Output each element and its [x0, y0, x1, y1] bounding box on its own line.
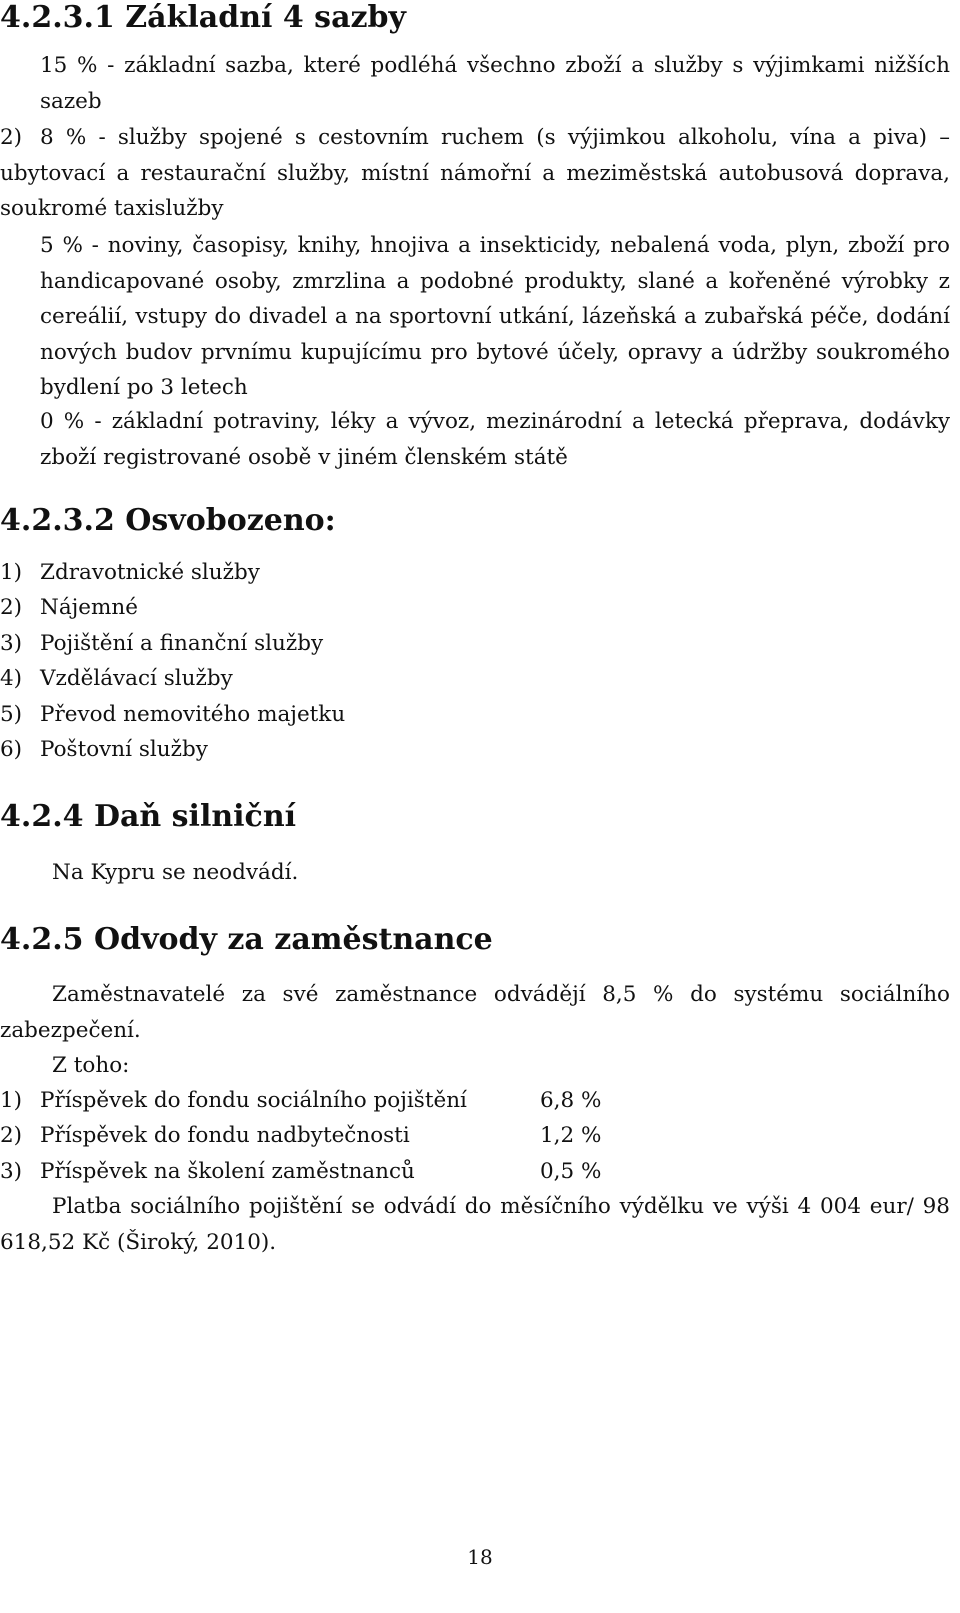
rate-item-1 [0, 48, 950, 119]
exempt-item-5 [0, 697, 345, 733]
exempt-text-6: Poštovní služby [40, 737, 208, 762]
rate-num-4 [0, 404, 40, 440]
rate-item-3 [0, 228, 950, 406]
rate-num-2: 2) [0, 125, 23, 150]
exempt-num-5: 5) [0, 702, 23, 727]
exempt-num-6: 6) [0, 737, 23, 762]
rate-num-1 [0, 48, 40, 84]
contribution-row-2 [0, 1118, 601, 1154]
exempt-item-4 [0, 661, 233, 697]
exempt-num-4: 4) [0, 666, 23, 691]
heading-425: 4.2.5 Odvody za zaměstnance [0, 922, 493, 957]
exempt-num-1: 1) [0, 560, 23, 585]
from-label: Z toho: [52, 1053, 130, 1078]
page-number: 18 [467, 1545, 493, 1569]
exempt-text-5: Převod nemovitého majetku [40, 702, 346, 727]
rate-text-1: 15 % - základní sazba, které podléhá všechno zboží a služby s výjimkami nižších sazeb [40, 53, 950, 114]
contribution-label-3: Příspěvek na školení zaměstnanců [40, 1159, 415, 1184]
contribution-value-3: 0,5 % [540, 1159, 602, 1184]
contribution-label-2: Příspěvek do fondu nadbytečnosti [40, 1123, 410, 1148]
heading-4232: 4.2.3.2 Osvobozeno: [0, 503, 336, 538]
exempt-text-3: Pojištění a finanční služby [40, 631, 324, 656]
contribution-row-1 [0, 1083, 601, 1119]
rate-item-2 [0, 120, 950, 227]
contribution-num-2: 2) [0, 1123, 23, 1148]
employer-intro: Zaměstnavatelé za své zaměstnance odvádějí 8,5 % do systému sociálního zabezpečení. [0, 982, 950, 1043]
exempt-text-4: Vzdělávací služby [40, 666, 233, 691]
contribution-value-2: 1,2 % [540, 1123, 602, 1148]
heading-424: 4.2.4 Daň silniční [0, 799, 297, 834]
exempt-text-2: Nájemné [40, 595, 138, 620]
rate-text-2: 8 % - služby spojené s cestovním ruchem (s výjimkou alkoholu, vína a piva) – ubytovací a restaurační služby, místní námořní a meziměstská autobusová doprava, soukromé taxislužby [0, 125, 950, 222]
employer-closing: Platba sociálního pojištění se odvádí do měsíčního výdělku ve výši 4 004 eur/ 98 618,52 Kč (Široký, 2010). [0, 1194, 950, 1255]
contribution-value-1: 6,8 % [540, 1088, 602, 1113]
exempt-item-2 [0, 590, 138, 626]
contribution-num-1: 1) [0, 1088, 23, 1113]
rate-num-3 [0, 228, 40, 264]
rate-text-4: 0 % - základní potraviny, léky a vývoz, mezinárodní a letecká přeprava, dodávky zboží registrované osobě v jiném členském státě [40, 409, 950, 470]
rate-text-3: 5 % - noviny, časopisy, knihy, hnojiva a insekticidy, nebalená voda, plyn, zboží pro handicapované osoby, zmrzlina a podobné produkty, slané a kořeněné výrobky z cereálií, vstupy do divadel a na sportovní utkání, lázeňská a zubařská péče, dodání nových budov prvnímu kupujícímu pro bytové účely, opravy a údržby soukromého bydlení po 3 letech [40, 233, 950, 401]
exempt-num-3: 3) [0, 631, 23, 656]
contribution-num-3: 3) [0, 1159, 23, 1184]
exempt-item-3 [0, 626, 323, 662]
exempt-item-1 [0, 555, 260, 591]
contribution-label-1: Příspěvek do fondu sociálního pojištění [40, 1088, 467, 1113]
exempt-item-6 [0, 732, 208, 768]
contribution-row-3 [0, 1154, 601, 1190]
heading-4231: 4.2.3.1 Základní 4 sazby [0, 0, 406, 35]
exempt-text-1: Zdravotnické služby [40, 560, 260, 585]
rate-item-4 [0, 404, 950, 475]
exempt-num-2: 2) [0, 595, 23, 620]
road-tax-text: Na Kypru se neodvádí. [52, 860, 299, 885]
